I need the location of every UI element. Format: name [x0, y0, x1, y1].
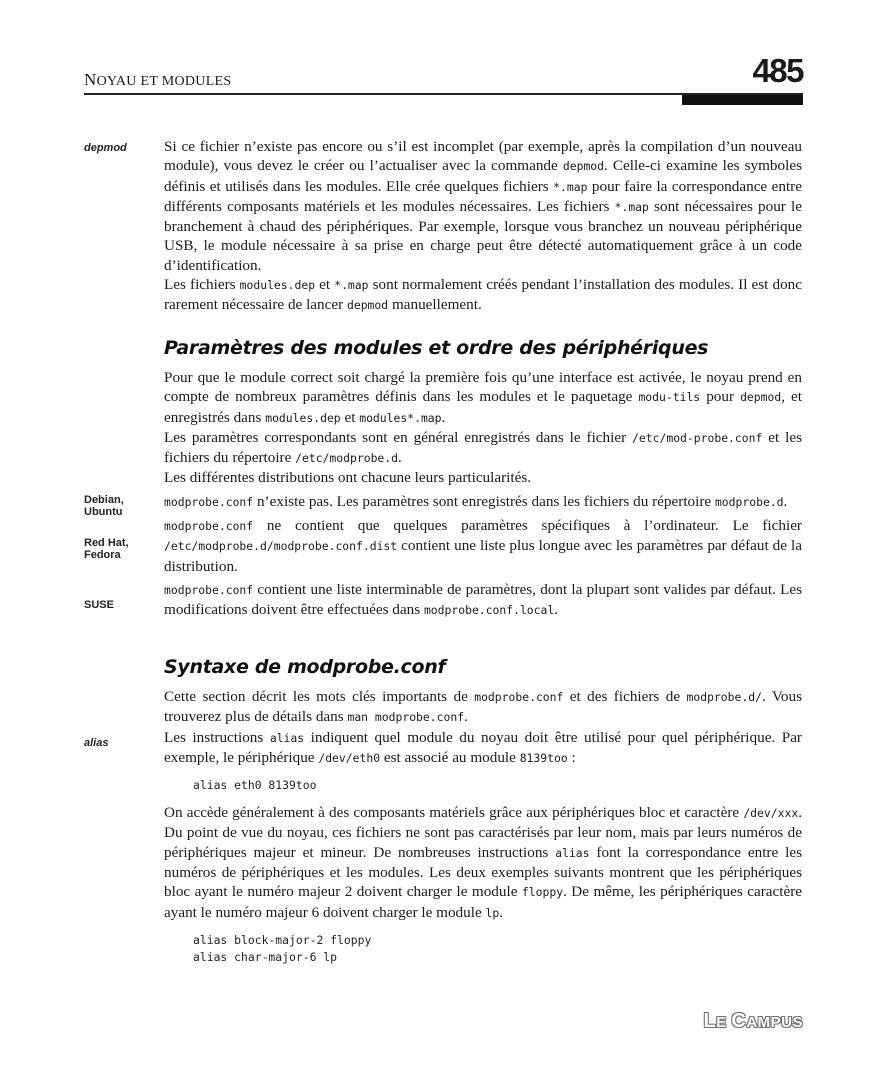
depmod-section: [164, 137, 802, 316]
syntax-heading: Syntaxe de modprobe.conf: [164, 656, 446, 678]
suse-paragraph: modprobe.conf contient une liste interminable de paramètres, dont la plupart sont valides par défaut. Les modifications doivent être effectuées dans modprobe.conf.local.: [164, 580, 802, 619]
syntax-section: [164, 655, 802, 966]
params-paragraph-2: Les paramètres correspondants sont en général enregistrés dans le fichier /etc/mod-probe.conf et les fichiers du répertoire /etc/modprobe.d.: [164, 428, 802, 467]
publisher-logo: LE CAMPUS: [703, 1010, 803, 1032]
header-rule-bar: [682, 95, 803, 105]
code-block-alias-major: alias block-major-2 floppy alias char-major-6 lp: [193, 932, 372, 964]
redhat-paragraph: modprobe.conf ne contient que quelques paramètres spécifiques à l’ordinateur. Le fichier /etc/modprobe.d/modprobe.conf.dist contient une liste plus longue avec les paramètres par défaut de la distribution.: [164, 517, 802, 575]
running-title-rest: OYAU ET MODULES: [96, 74, 232, 89]
running-title-initial: N: [84, 70, 97, 89]
alias-paragraph: Les instructions alias indiquent quel module du noyau doit être utilisé pour quel périphérique. Par exemple, le périphérique /dev/eth0 est associé au module 8139too :: [164, 728, 802, 766]
debian-paragraph: modprobe.conf n’existe pas. Les paramètres sont enregistrés dans les fichiers du répertoire modprobe.d.: [164, 492, 788, 510]
margin-label-depmod: depmod: [84, 142, 127, 154]
margin-label-redhat: Red Hat, Fedora: [84, 537, 129, 561]
syntax-paragraph-1: Cette section décrit les mots clés importants de modprobe.conf et des fichiers de modprobe.d/. Vous trouverez plus de détails dans man modprobe.conf.: [164, 688, 802, 726]
margin-label-debian: Debian, Ubuntu: [84, 494, 124, 518]
depmod-paragraph-1: Si ce fichier n’existe pas encore ou s’il est incomplet (par exemple, après la compilation d’un nouveau module), vous devez le créer ou l’actualiser avec la commande depmod. Celle-ci examine les symboles définis et utilisés dans les modules. Elle crée quelques fichiers *.map pour faire la correspondance entre différents composants matériels et les modules nécessaires. Les fichiers *.map sont nécessaires pour le branchement à chaud des périphériques. Par exemple, lorsque vous branchez un nouveau périphérique USB, le module nécessaire à sa prise en charge peut être détecté automatiquement grâce à un code d’identification.: [164, 138, 802, 274]
syntax-paragraph-3: On accède généralement à des composants matériels grâce aux périphériques bloc et caractère /dev/xxx. Du point de vue du noyau, ces fichiers ne sont pas caractérisés par leur nom, mais par leurs numéros de périphériques majeur et mineur. De nombreuses instructions alias font la correspondance entre les numéros de périphériques et les modules. Les deux exemples suivants montrent que les périphériques bloc ayant le numéro majeur 2 doivent charger le module floppy. De même, les périphériques caractère ayant le numéro majeur 6 doivent charger le module lp.: [164, 804, 802, 921]
margin-label-suse: SUSE: [84, 599, 114, 611]
depmod-paragraph-2: Les fichiers modules.dep et *.map sont normalement créés pendant l’installation des modules. Il est donc rarement nécessaire de lancer depmod manuellement.: [164, 276, 802, 314]
code-block-alias-eth0: alias eth0 8139too: [193, 778, 317, 793]
margin-label-alias: alias: [84, 737, 109, 749]
running-title: [84, 70, 232, 90]
params-heading: Paramètres des modules et ordre des périphériques: [164, 337, 709, 359]
params-section: [164, 336, 802, 621]
params-paragraph-3: Les différentes distributions ont chacune leurs particularités.: [164, 469, 532, 487]
page-number: 485: [752, 52, 803, 89]
params-paragraph-1: Pour que le module correct soit chargé la première fois qu’une interface est activée, le noyau prend en compte de nombreux paramètres définis dans les modules et le paquetage modu-tils pour depmod, et enregistrés dans modules.dep et modules*.map.: [164, 369, 802, 426]
